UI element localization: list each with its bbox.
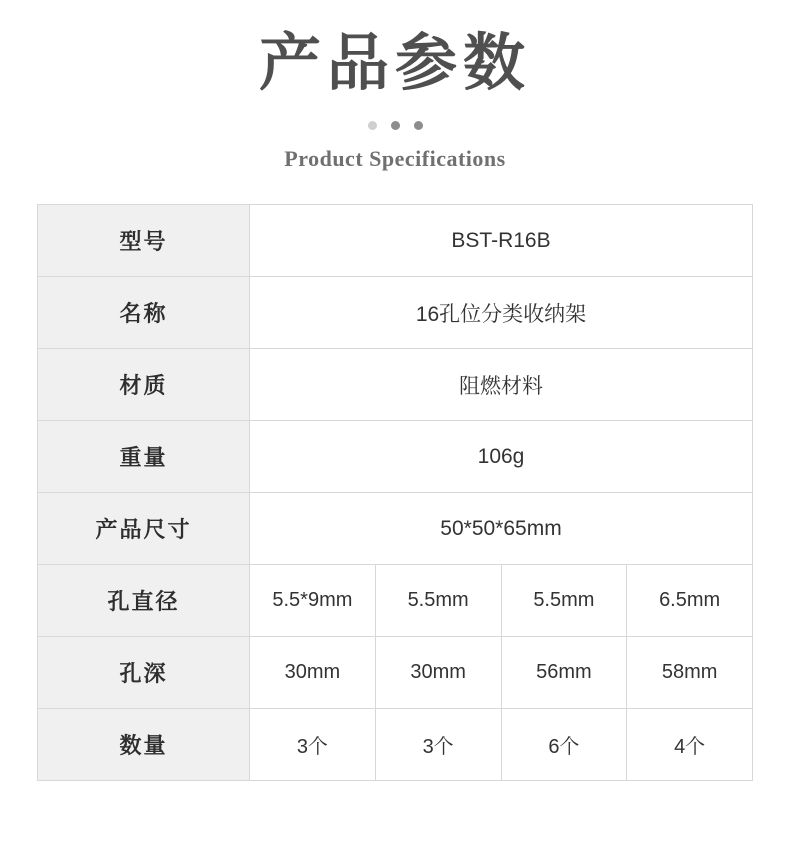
row-label: 产品尺寸 xyxy=(38,493,250,565)
table-row xyxy=(38,349,753,421)
row-value: BST-R16B xyxy=(250,205,753,277)
row-value-cell: 5.5mm xyxy=(375,565,501,637)
row-value-cell: 3个 xyxy=(250,709,376,781)
table-row xyxy=(38,277,753,349)
page-subtitle: Product Specifications xyxy=(284,146,506,172)
row-value-cell: 4个 xyxy=(627,709,753,781)
row-label: 名称 xyxy=(38,277,250,349)
row-label: 型号 xyxy=(38,205,250,277)
row-value-cell: 58mm xyxy=(627,637,753,709)
table-row xyxy=(38,637,753,709)
row-label: 重量 xyxy=(38,421,250,493)
row-label: 孔直径 xyxy=(38,565,250,637)
table-row xyxy=(38,565,753,637)
table-row xyxy=(38,493,753,565)
row-value: 50*50*65mm xyxy=(250,493,753,565)
row-value-cell: 5.5*9mm xyxy=(250,565,376,637)
specifications-table xyxy=(37,204,753,781)
row-label: 孔深 xyxy=(38,637,250,709)
page-title: 产品参数 xyxy=(258,29,531,98)
table-row xyxy=(38,205,753,277)
row-value-cell: 30mm xyxy=(250,637,376,709)
row-value-cell: 6个 xyxy=(501,709,627,781)
row-label: 材质 xyxy=(38,349,250,421)
row-value: 16孔位分类收纳架 xyxy=(250,277,753,349)
row-label: 数量 xyxy=(38,709,250,781)
row-value-cell: 3个 xyxy=(375,709,501,781)
dot-icon xyxy=(391,121,400,130)
table-row xyxy=(38,421,753,493)
row-value-cell: 6.5mm xyxy=(627,565,753,637)
row-value: 106g xyxy=(250,421,753,493)
row-value-cell: 5.5mm xyxy=(501,565,627,637)
dot-icon xyxy=(414,121,423,130)
row-value-cell: 30mm xyxy=(375,637,501,709)
row-value-cell: 56mm xyxy=(501,637,627,709)
row-value: 阻燃材料 xyxy=(250,349,753,421)
table-row xyxy=(38,709,753,781)
dot-icon xyxy=(368,121,377,130)
decorative-dots xyxy=(0,121,790,130)
page-header xyxy=(0,0,790,172)
